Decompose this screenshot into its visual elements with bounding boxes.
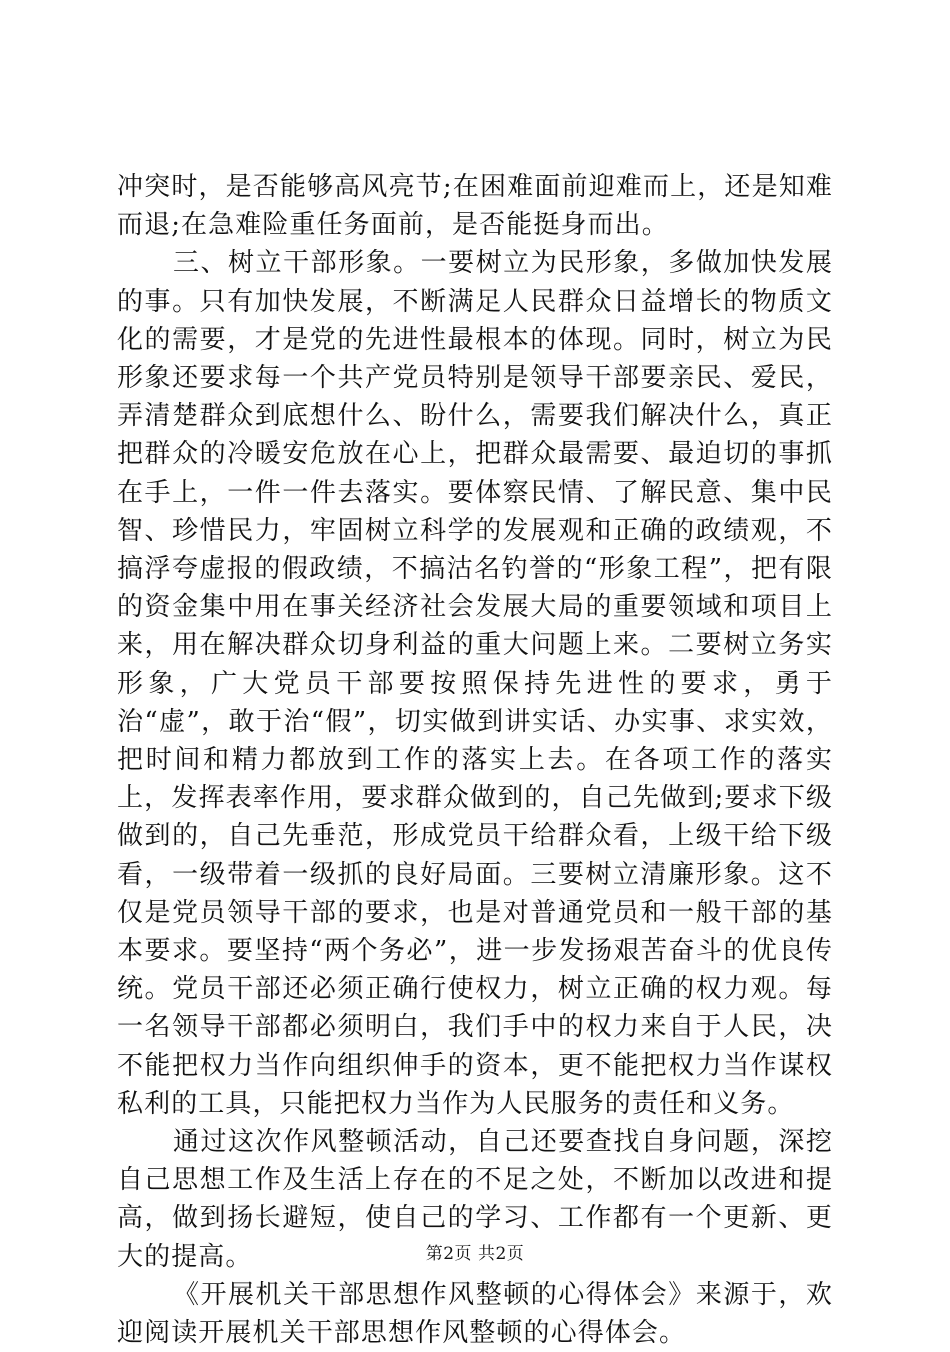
page-footer: 第2页 共2页	[425, 1244, 525, 1264]
document-body	[117, 168, 833, 1352]
paragraph-continuation: 冲突时，是否能够高风亮节;在困难面前迎难而上，还是知难而退;在急难险重任务面前，是否能挺身而出。	[117, 172, 833, 241]
paragraph-self-improvement: 通过这次作风整顿活动，自己还要查找自身问题，深挖自己思想工作及生活上存在的不足之处，不断加以改进和提高，做到扬长避短，使自己的学习、工作都有一个更新、更大的提高。	[117, 1127, 833, 1272]
paragraph-cadre-image: 三、树立干部形象。一要树立为民形象，多做加快发展的事。只有加快发展，不断满足人民群众日益增长的物质文化的需要，才是党的先进性最根本的体现。同时，树立为民形象还要求每一个共产党员特别是领导干部要亲民、爱民，弄清楚群众到底想什么、盼什么，需要我们解决什么，真正把群众的冷暖安危放在心上，把群众最需要、最迫切的事抓在手上，一件一件去落实。要体察民情、了解民意、集中民智、珍惜民力，牢固树立科学的发展观和正确的政绩观，不搞浮夸虚报的假政绩，不搞沽名钓誉的“形象工程”，把有限的资金集中用在事关经济社会发展大局的重要领域和项目上来，用在解决群众切身利益的重大问题上来。二要树立务实形象，广大党员干部要按照保持先进性的要求，勇于治“虚”，敢于治“假”，切实做到讲实话、办实事、求实效，把时间和精力都放到工作的落实上去。在各项工作的落实上，发挥表率作用，要求群众做到的，自己先做到;要求下级做到的，自己先垂范，形成党员干给群众看，上级干给下级看，一级带着一级抓的良好局面。三要树立清廉形象。这不仅是党员领导干部的要求，也是对普通党员和一般干部的基本要求。要坚持“两个务必”，进一步发扬艰苦奋斗的优良传统。党员干部还必须正确行使权力，树立正确的权力观。每一名领导干部都必须明白，我们手中的权力来自于人民，决不能把权力当作向组织伸手的资本，更不能把权力当作谋权私利的工具，只能把权力当作为人民服务的责任和义务。	[117, 248, 833, 1119]
paragraph-source-note: 《开展机关干部思想作风整顿的心得体会》来源于，欢迎阅读开展机关干部思想作风整顿的心得体会。	[117, 1279, 833, 1349]
